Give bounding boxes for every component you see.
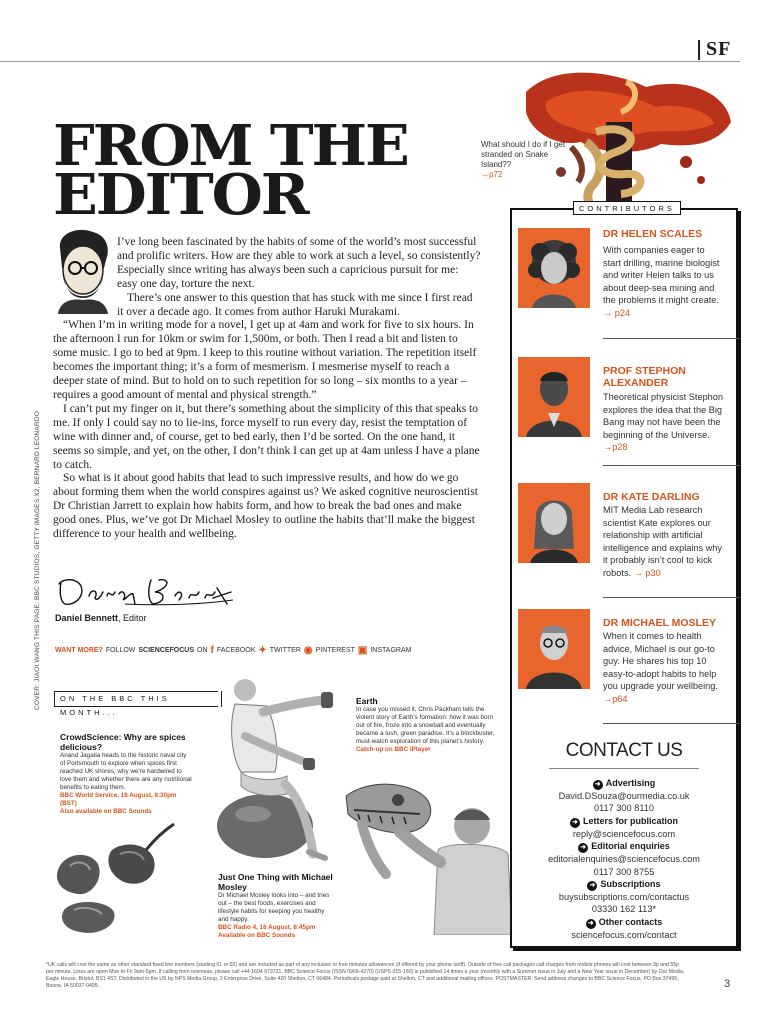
editor-name-text: Daniel Bennett [55,613,119,623]
contributor-name: DR MICHAEL MOSLEY [603,617,716,629]
portrait-spacer [53,236,117,318]
page-title-line-1: FROM THE [53,113,408,179]
editorial-email[interactable]: editorialenquiries@sciencefocus.com [548,854,700,865]
arrow-right-icon: ➜ [586,919,596,929]
arrow-right-icon: ➜ [587,881,597,891]
editor-name [55,613,147,623]
editor-letter [53,236,481,542]
arrow-right-icon: ➜ [570,818,580,828]
letter-paragraph: I’ve long been fascinated by the habits of some of the world’s most successful and prolific writers. How are they able to work at such a level, so consistently? Especially since writing has always been such a capricious pursuit for me: easy one day, torture the next. [117,236,481,290]
snake-island-teaser[interactable] [481,140,571,180]
page-number: 3 [724,978,731,990]
chris-packham-skull-photo [340,770,515,935]
twitter-icon[interactable]: ✦ [258,645,267,656]
page-title-line-2: EDITOR [53,162,308,228]
letters-heading: ➜ Letters for publication [512,815,736,828]
editor-role: , Editor [118,613,147,623]
other-contacts-heading: ➜ Other contacts [512,916,736,929]
contributor-desc-text: Theoretical physicist Stephon explores the idea that the Big Bang may not have been the beginning of the Universe. [603,392,724,440]
crowdscience-schedule: BBC World Service, 18 August, 8:30pm (BST) [60,792,177,807]
arrow-right-icon: ➜ [578,843,588,853]
other-contacts-url[interactable]: sciencefocus.com/contact [571,929,677,940]
subscriptions-url[interactable]: buysubscriptions.com/contactus [558,892,690,903]
page-title [53,113,494,228]
editorial-heading: ➜ Editorial enquiries [512,840,736,853]
pinterest-icon[interactable]: ◉ [303,645,313,656]
brand-label[interactable]: SCIENCEFOCUS [138,647,195,654]
pinterest-link[interactable]: PINTEREST [315,647,355,654]
contributor-name: DR KATE DARLING [603,491,700,503]
crowdscience-availability: Also available on BBC Sounds [60,808,152,815]
just-one-thing-text: Dr Michael Mosley looks into – and tries out – the best foods, exercises and lifestyle habits for keeping you healthy and happy. [218,892,330,923]
contributor-desc [603,391,725,454]
contributor-michael-mosley [518,609,730,709]
kate-darling-photo [518,483,590,563]
instagram-link[interactable]: INSTAGRAM [370,647,412,654]
contributor-desc-text: MIT Media Lab research scientist Kate explores our relationship with artificial intelligence and explains why it probably isn’t cool to kick robots. [603,505,723,578]
contributor-divider [603,723,740,724]
contact-section [512,740,736,941]
contributor-page-ref[interactable]: →p64 [603,693,628,704]
just-one-thing-listing [218,872,336,940]
contributor-divider [603,597,740,598]
want-more-label: WANT MORE? [55,647,103,654]
contributor-desc [603,630,725,706]
advertising-heading: ➜ Advertising [512,777,736,790]
contributor-desc-text: With companies eager to start drilling, marine biologist and writer Helen talks to us about deep-sea mining and the problems it might create. [603,245,720,306]
earth-text: In case you missed it, Chris Packham tells the violent story of Earth’s formation: how it was born out of fire, froze into a snowball and eventually became a lush, green paradise. It’s a blockbuster, must-watch exploration of this planet’s history. [356,706,495,745]
just-one-thing-schedule: BBC Radio 4, 16 August, 8:45pm [218,924,316,931]
contributor-page-ref[interactable]: → p24 [603,307,631,318]
contributor-name: PROF STEPHON ALEXANDER [603,365,686,389]
earth-title: Earth [356,696,378,706]
teaser-page-ref[interactable]: →p72 [481,170,503,179]
sf-logo: SF [706,38,732,60]
subscriptions-phone: 03330 162 113* [591,904,657,915]
contributor-name: DR HELEN SCALES [603,228,703,240]
contributor-page-ref[interactable]: → p30 [633,567,661,578]
just-one-thing-availability: Available on BBC Sounds [218,932,296,939]
facebook-link[interactable]: FACEBOOK [216,647,256,654]
subscriptions-heading: ➜ Subscriptions [512,878,736,891]
editor-signature [55,574,235,610]
letter-paragraph: I can’t put my finger on it, but there’s something about the simplicity of this that speaks to me. If only I could say no to lie-ins, force myself to run every day, resist the temptation of wine with dinner and, of course, get to bed early, then I’d be sorted. On the one hand, it seems so simple, and yet, on the other, I don’t think I can get up at 4am unless I have a plane to catch. [53,402,480,471]
michael-mosley-photo [518,609,590,689]
instagram-icon[interactable]: ▣ [357,645,368,656]
snake-island-illustration [486,52,736,222]
follow-label: FOLLOW [105,647,136,654]
contributor-desc [603,244,725,320]
contributor-divider [603,338,740,339]
arrow-right-icon: ➜ [593,780,603,790]
crowdscience-listing [60,732,192,816]
earth-listing [356,696,496,754]
contributor-desc [603,504,725,580]
letter-paragraph: There’s one answer to this question that has stuck with me since I first read it over a decade ago. It comes from author Haruki Murakami. [117,291,473,318]
bbc-section-label: ON THE BBC THIS MONTH... [54,691,218,707]
contributors-label: CONTRIBUTORS [573,201,681,215]
chilli-peppers-photo [50,820,190,940]
letters-email[interactable]: reply@sciencefocus.com [572,828,676,839]
contributor-stephon-alexander [518,357,730,457]
letter-paragraph: “When I’m in writing mode for a novel, I get up at 4am and work for five to six hours. In the afternoon I run for 10km or swim for 1,500m, or both. Then I read a bit and listen to some music. I go to bed at 9pm. I keep to this routine without variation. The repetition itself becomes the important thing; it’s a form of mesmerism. I mesmerise myself to reach a deeper state of mind. But to hold on to such repetition for so long – six months to a year – requires a good amount of mental and physical strength.” [53,319,477,401]
advertising-phone: 0117 300 8110 [594,803,654,814]
legal-footnote: *UK calls will cost the same as other standard fixed line numbers (starting 01 or 02) and are included as part of any inclusive or free minutes allowances (if offered by your phone tariff). Outside of free call packages call charges from mobile phones will cost between 3p and 55p per minute. Lines are open Mon to Fri 9am-5pm. If calling from overseas, please call +44 1604 973721. BBC Science Focus (ISSN 0966-4270) (USPS 015-160) is published 14 times a year (monthly with a Summer issue in July and a New Year issue in December) by Our Media, Eagle House, Bristol, BS1 4ST. Distributed in the US by NPS Media Group, 2 Enterprise Drive, Suite 420 Shelton, CT 06484. Periodicals postage paid at Shelton, CT and additional mailing offices. POSTMASTER: Send address changes to BBC Science Focus, PO Box 37495, Boone, IA 50037-0495. [46,962,685,989]
facebook-icon[interactable]: f [210,645,214,656]
editorial-phone: 0117 300 8755 [593,866,655,877]
contact-title: CONTACT US [565,740,683,761]
earth-availability: Catch-up on BBC iPlayer [356,746,431,753]
crowdscience-title: CrowdScience: Why are spices delicious? [60,732,186,752]
letter-paragraph: So what is it about good habits that lead to such impressive results, and how do we go about forming them when the world conspires against us? We asked cognitive neuroscientist Dr Christian Jarrett to explain how habits form, and how to break the bad ones and make good ones. Plus, we’ve got Dr Michael Mosley to outline the habits that’ll make the biggest difference to your health and wellbeing. [53,472,478,541]
contact-divider [549,768,699,769]
contributor-divider [603,465,740,466]
contributor-helen-scales [518,228,730,328]
stephon-alexander-photo [518,357,590,437]
twitter-link[interactable]: TWITTER [269,647,301,654]
teaser-text: What should I do if I get stranded on Snake Island?? [481,140,566,169]
social-follow-bar [55,645,411,656]
crowdscience-text: Anand Jagatia heads to the historic naval city of Portsmouth to explore when spices first reached UK shores, why we’re hardwired to love them and whether there are any nutritional benefits to eating them. [60,752,192,791]
contributor-kate-darling [518,483,730,583]
on-label: ON [197,647,208,654]
just-one-thing-title: Just One Thing with Michael Mosley [218,872,333,892]
helen-scales-photo [518,228,590,308]
contributor-desc-text: When it comes to health advice, Michael is our go-to guy. He shares his top 10 easy-to-adopt habits to help you upgrade your wellbeing. [603,631,718,692]
photo-credit: COVER: JIAOI WANG THIS PAGE: BBC STUDIOS, GETTY IMAGES X2, BERNARD LEONARDO [34,410,41,710]
contributor-page-ref[interactable]: →p28 [603,442,628,453]
advertising-email[interactable]: David.DSouza@ourmedia.co.uk [558,791,690,801]
michael-mosley-exercise-photo [205,676,350,868]
